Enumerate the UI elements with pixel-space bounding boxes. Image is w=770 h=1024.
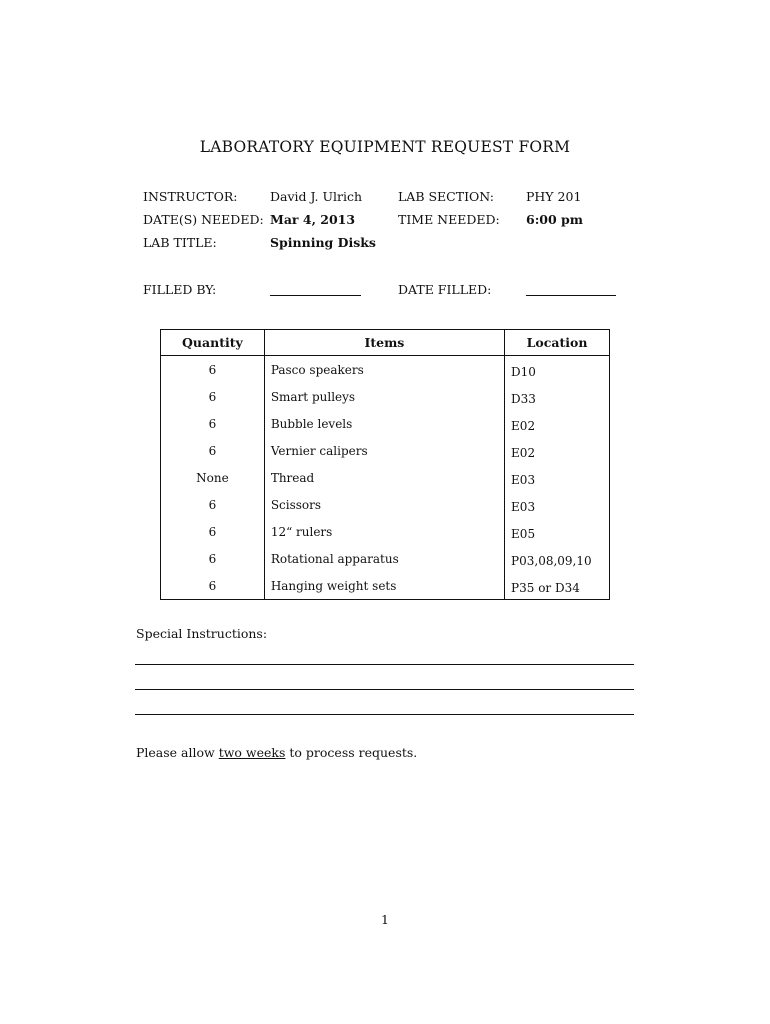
instructor-value: David J. Ulrich <box>270 189 363 204</box>
row-location: E02 <box>505 410 610 437</box>
table-row <box>161 572 610 599</box>
row-location: P03,08,09,10 <box>505 545 610 572</box>
row-item: Bubble levels <box>264 410 504 437</box>
spacer-cell <box>264 599 504 600</box>
dates-needed-label: DATE(S) NEEDED: <box>143 212 264 227</box>
table-header-row <box>161 330 610 356</box>
special-instructions-line[interactable] <box>135 714 634 715</box>
table-spacer-row <box>161 599 610 600</box>
row-quantity: 6 <box>161 545 265 572</box>
row-location: E03 <box>505 491 610 518</box>
row-quantity: None <box>161 464 265 491</box>
row-location: D10 <box>505 356 610 384</box>
form-title: LABORATORY EQUIPMENT REQUEST FORM <box>199 138 571 156</box>
row-quantity: 6 <box>161 518 265 545</box>
row-item: Vernier calipers <box>264 437 504 464</box>
row-item: Rotational apparatus <box>264 545 504 572</box>
special-instructions-line[interactable] <box>135 664 634 665</box>
page-number: 1 <box>381 912 389 927</box>
row-location: D33 <box>505 383 610 410</box>
table-row <box>161 518 610 545</box>
processing-notice <box>136 745 417 760</box>
table-row <box>161 491 610 518</box>
instructor-label: INSTRUCTOR: <box>143 189 238 204</box>
table-row <box>161 464 610 491</box>
row-quantity: 6 <box>161 383 265 410</box>
header-location: Location <box>505 330 610 356</box>
special-instructions-label: Special Instructions: <box>136 626 268 641</box>
row-location: E02 <box>505 437 610 464</box>
row-location: P35 or D34 <box>505 572 610 599</box>
date-filled-blank[interactable] <box>526 295 616 296</box>
time-needed-value: 6:00 pm <box>526 212 584 227</box>
table-row <box>161 545 610 572</box>
header-items: Items <box>264 330 504 356</box>
row-item: Pasco speakers <box>264 356 504 384</box>
lab-title-value: Spinning Disks <box>270 235 376 250</box>
table-row <box>161 437 610 464</box>
lab-title-label: LAB TITLE: <box>143 235 217 250</box>
row-item: 12“ rulers <box>264 518 504 545</box>
row-quantity: 6 <box>161 356 265 384</box>
row-quantity: 6 <box>161 437 265 464</box>
row-item: Thread <box>264 464 504 491</box>
row-item: Smart pulleys <box>264 383 504 410</box>
date-filled-label: DATE FILLED: <box>398 282 492 297</box>
time-needed-label: TIME NEEDED: <box>398 212 500 227</box>
filled-by-label: FILLED BY: <box>143 282 217 297</box>
dates-needed-value: Mar 4, 2013 <box>270 212 356 227</box>
special-instructions-line[interactable] <box>135 689 634 690</box>
table-row <box>161 410 610 437</box>
row-quantity: 6 <box>161 491 265 518</box>
spacer-cell <box>161 599 265 600</box>
notice-prefix: Please allow <box>136 745 219 760</box>
row-location: E05 <box>505 518 610 545</box>
notice-suffix: to process requests. <box>285 745 418 760</box>
row-quantity: 6 <box>161 572 265 599</box>
row-location: E03 <box>505 464 610 491</box>
table-row <box>161 356 610 384</box>
table-row <box>161 383 610 410</box>
lab-section-value: PHY 201 <box>526 189 582 204</box>
row-quantity: 6 <box>161 410 265 437</box>
equipment-table <box>160 329 610 600</box>
spacer-cell <box>505 599 610 600</box>
row-item: Scissors <box>264 491 504 518</box>
lab-section-label: LAB SECTION: <box>398 189 494 204</box>
header-quantity: Quantity <box>161 330 265 356</box>
row-item: Hanging weight sets <box>264 572 504 599</box>
filled-by-blank[interactable] <box>270 295 361 296</box>
notice-emphasis: two weeks <box>218 745 286 760</box>
